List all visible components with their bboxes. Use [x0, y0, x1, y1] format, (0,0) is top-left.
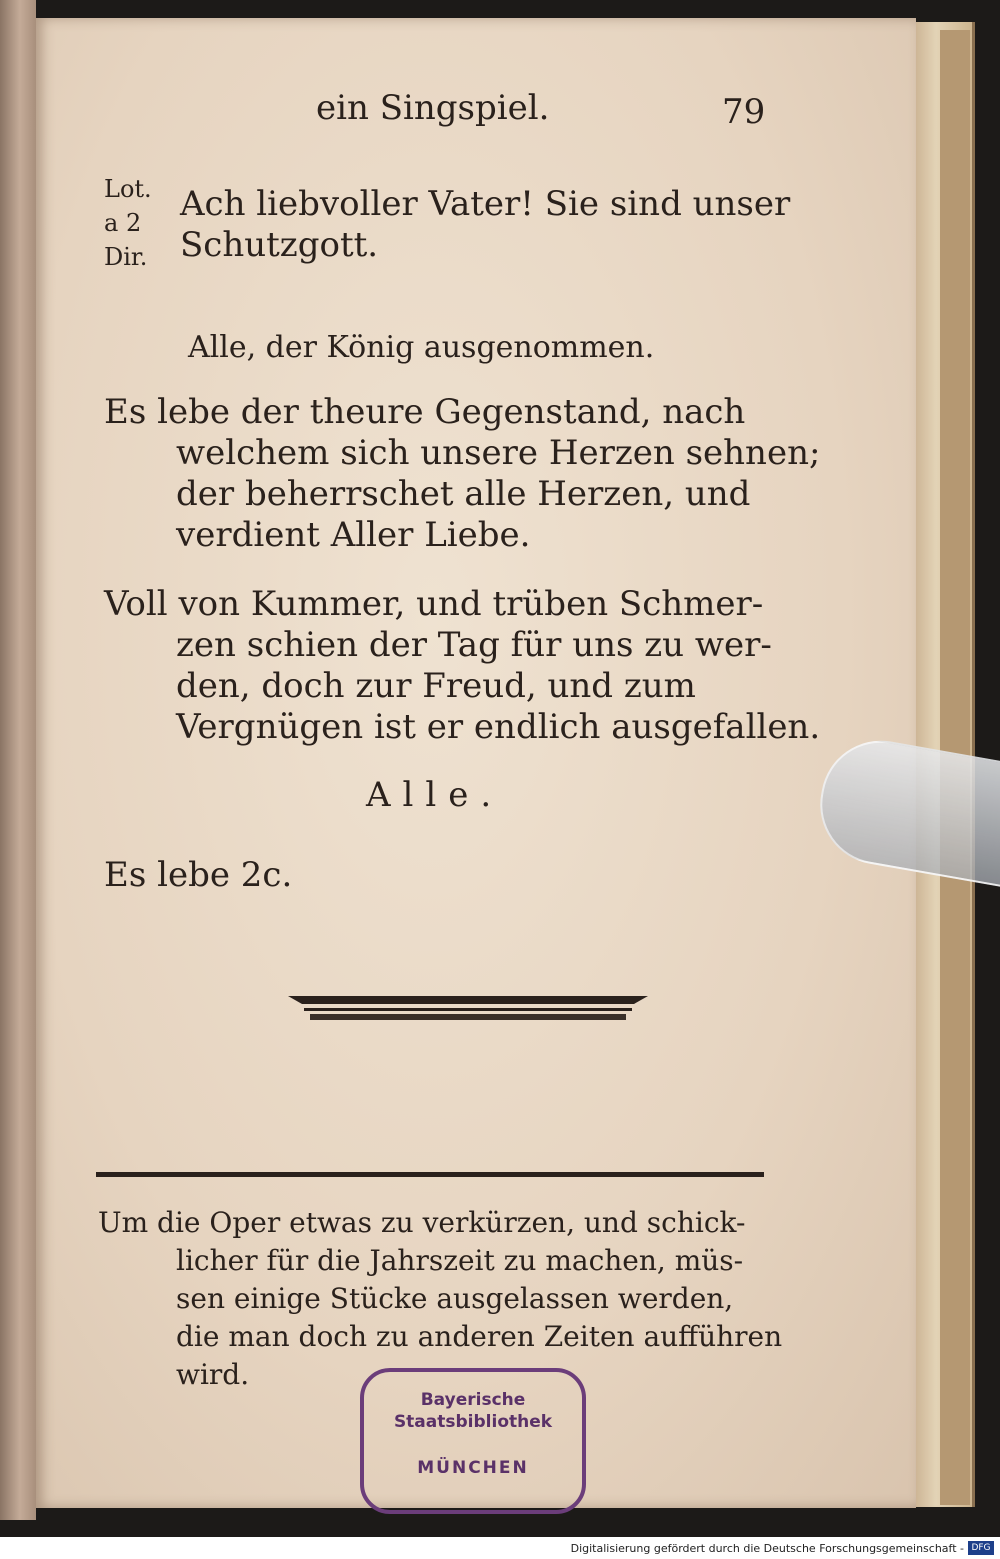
left-page-edge [0, 0, 36, 1520]
verse-line: verdient Aller Liebe. [176, 515, 531, 555]
verse-line: Es lebe der theure Gegenstand, nach [104, 392, 746, 432]
stamp-line: MÜNCHEN [417, 1458, 529, 1478]
library-stamp [360, 1368, 586, 1514]
note-line: wird. [176, 1358, 250, 1391]
verse-line: der beherrschet alle Herzen, und [176, 474, 751, 514]
verse-line: zen schien der Tag für uns zu wer- [176, 625, 772, 665]
speaker-line: a 2 [104, 209, 142, 237]
note-line: die man doch zu anderen Zeiten aufführen [176, 1320, 783, 1353]
stamp-line: Bayerische [420, 1390, 526, 1410]
stage-direction: Alle, der König ausgenommen. [188, 330, 655, 365]
ornamental-rule [288, 996, 648, 1026]
verse-line: Voll von Kummer, und trüben Schmer- [104, 584, 764, 624]
page-number: 79 [722, 92, 766, 132]
chorus-label: Alle. [366, 775, 504, 815]
footer-credit: Digitalisierung gefördert durch die Deutsche Forschungsgemeinschaft - [570, 1542, 964, 1555]
speaker-line: Lot. [104, 175, 152, 203]
dfg-logo-icon: DFG [968, 1541, 994, 1555]
verse-line: welchem sich unsere Herzen sehnen; [176, 433, 821, 473]
verse-line: Vergnügen ist er endlich ausgefallen. [176, 707, 821, 747]
verse-line: den, doch zur Freud, und zum [176, 666, 696, 706]
refrain-line: Es lebe 2c. [104, 855, 293, 895]
note-line: sen einige Stücke ausgelassen werden, [176, 1282, 734, 1315]
footer-bar [0, 1537, 1000, 1559]
speaker-line: Dir. [104, 243, 148, 271]
note-line: licher für die Jahrszeit zu machen, müs- [176, 1244, 744, 1277]
speaker-labels [104, 172, 152, 274]
verse-line: Schutzgott. [180, 225, 379, 265]
divider-rule [96, 1172, 764, 1177]
running-head: ein Singspiel. [316, 88, 550, 128]
verse-line: Ach liebvoller Vater! Sie sind unser [180, 184, 791, 224]
note-line: Um die Oper etwas zu verkürzen, und schick- [98, 1206, 746, 1239]
stamp-line: Staatsbibliothek [393, 1412, 553, 1432]
